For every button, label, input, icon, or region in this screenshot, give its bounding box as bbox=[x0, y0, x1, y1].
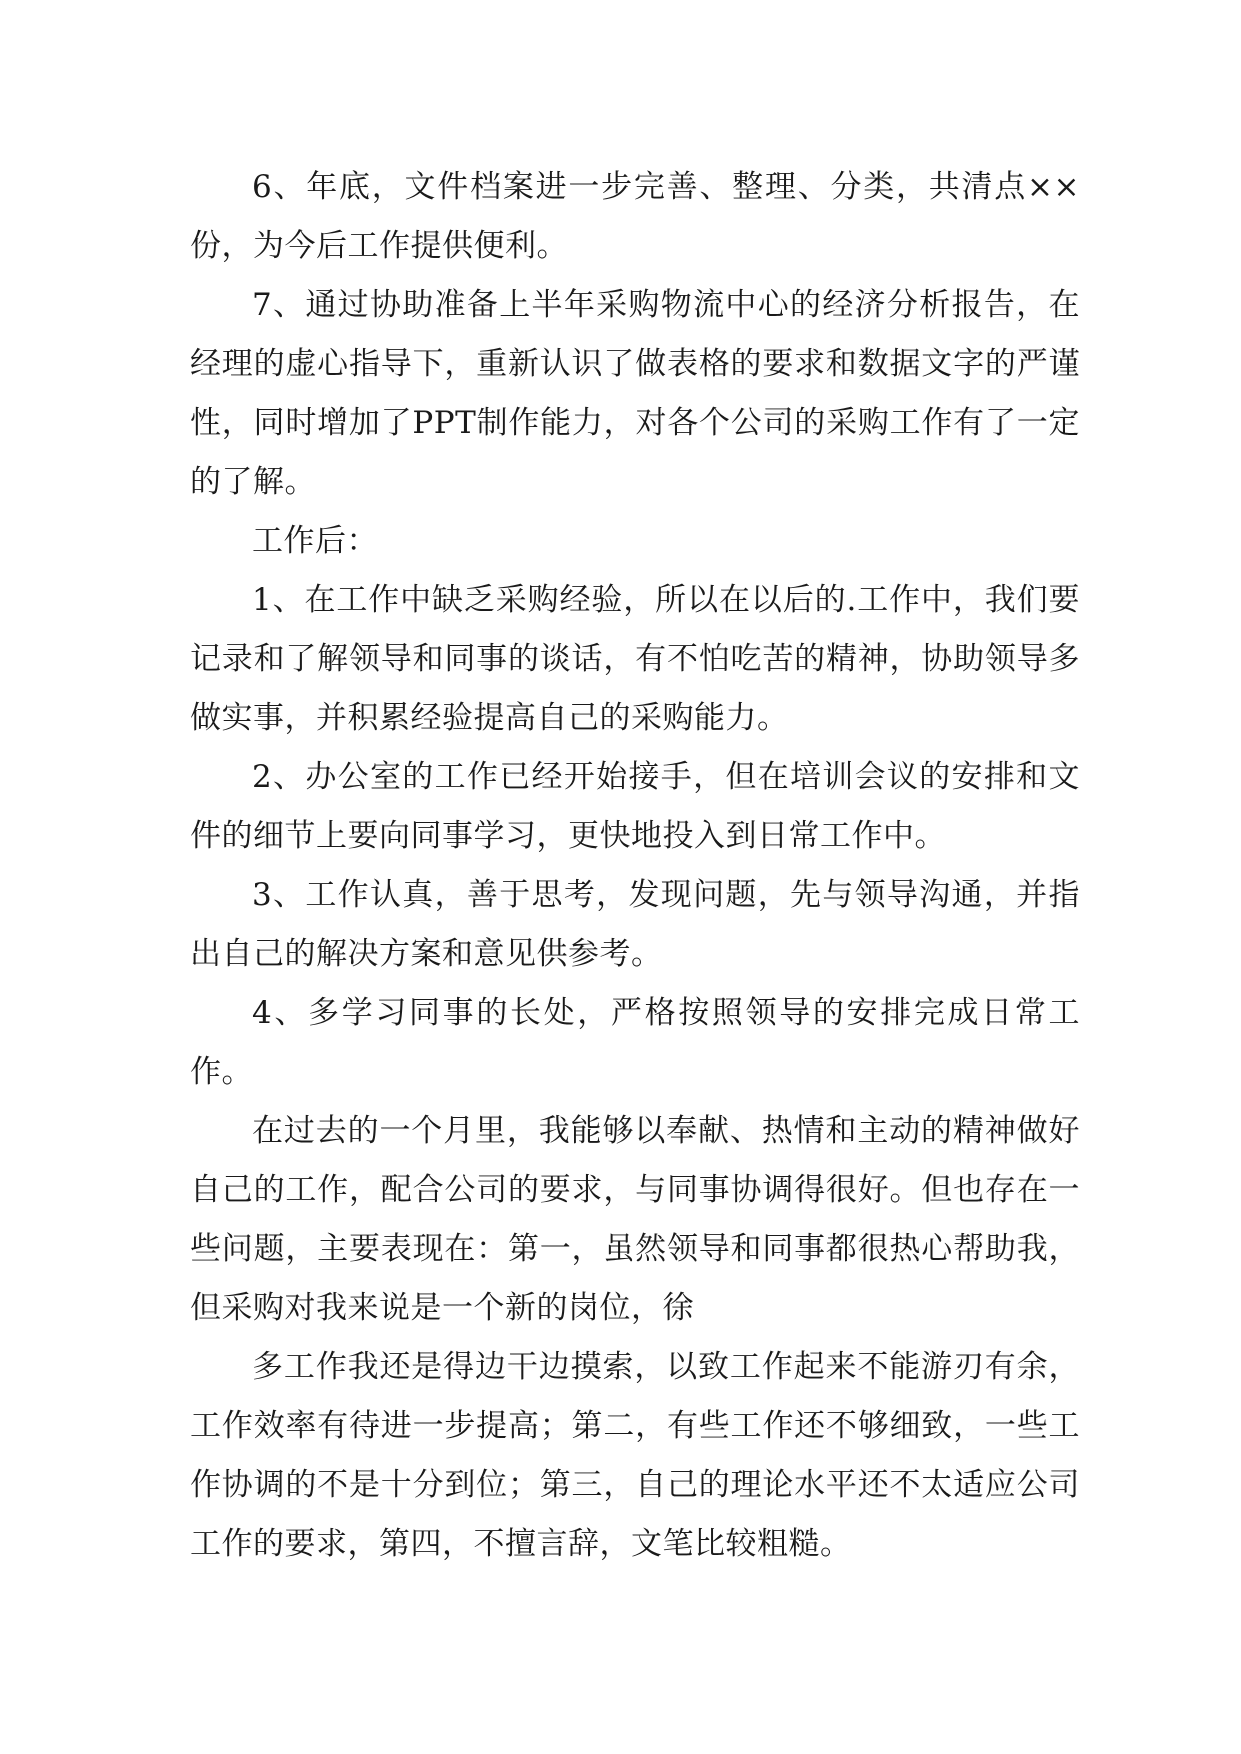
section-heading-after-work: 工作后： bbox=[252, 523, 378, 559]
paragraph-item-7: 7、通过协助准备上半年采购物流中心的经济分析报告，在经理的虚心指导下，重新认识了做表格的要求和数据文字的严谨性，同时增加了PPT制作能力，对各个公司的采购工作有了一定的了解。 bbox=[190, 287, 1080, 500]
paragraph-point-1: 1、在工作中缺乏采购经验，所以在以后的.工作中，我们要记录和了解领导和同事的谈话，有不怕吃苦的精神，协助领导多做实事，并积累经验提高自己的采购能力。 bbox=[190, 582, 1080, 736]
paragraph-summary: 在过去的一个月里，我能够以奉献、热情和主动的精神做好自己的工作，配合公司的要求，与同事协调得很好。但也存在一些问题，主要表现在：第一，虽然领导和同事都很热心帮助我，但采购对我来说是一个新的岗位，徐 bbox=[190, 1113, 1080, 1326]
document-body bbox=[190, 158, 1080, 1574]
paragraph-point-2: 2、办公室的工作已经开始接手，但在培训会议的安排和文件的细节上要向同事学习，更快地投入到日常工作中。 bbox=[190, 759, 1080, 854]
paragraph-problems: 多工作我还是得边干边摸索，以致工作起来不能游刃有余，工作效率有待进一步提高；第二，有些工作还不够细致，一些工作协调的不是十分到位；第三，自己的理论水平还不太适应公司工作的要求，第四，不擅言辞，文笔比较粗糙。 bbox=[190, 1349, 1080, 1562]
paragraph-item-6: 6、年底，文件档案进一步完善、整理、分类，共清点××份，为今后工作提供便利。 bbox=[190, 169, 1080, 264]
paragraph-point-4: 4、多学习同事的长处，严格按照领导的安排完成日常工作。 bbox=[190, 995, 1080, 1090]
paragraph-point-3: 3、工作认真，善于思考，发现问题，先与领导沟通，并指出自己的解决方案和意见供参考。 bbox=[190, 877, 1080, 972]
